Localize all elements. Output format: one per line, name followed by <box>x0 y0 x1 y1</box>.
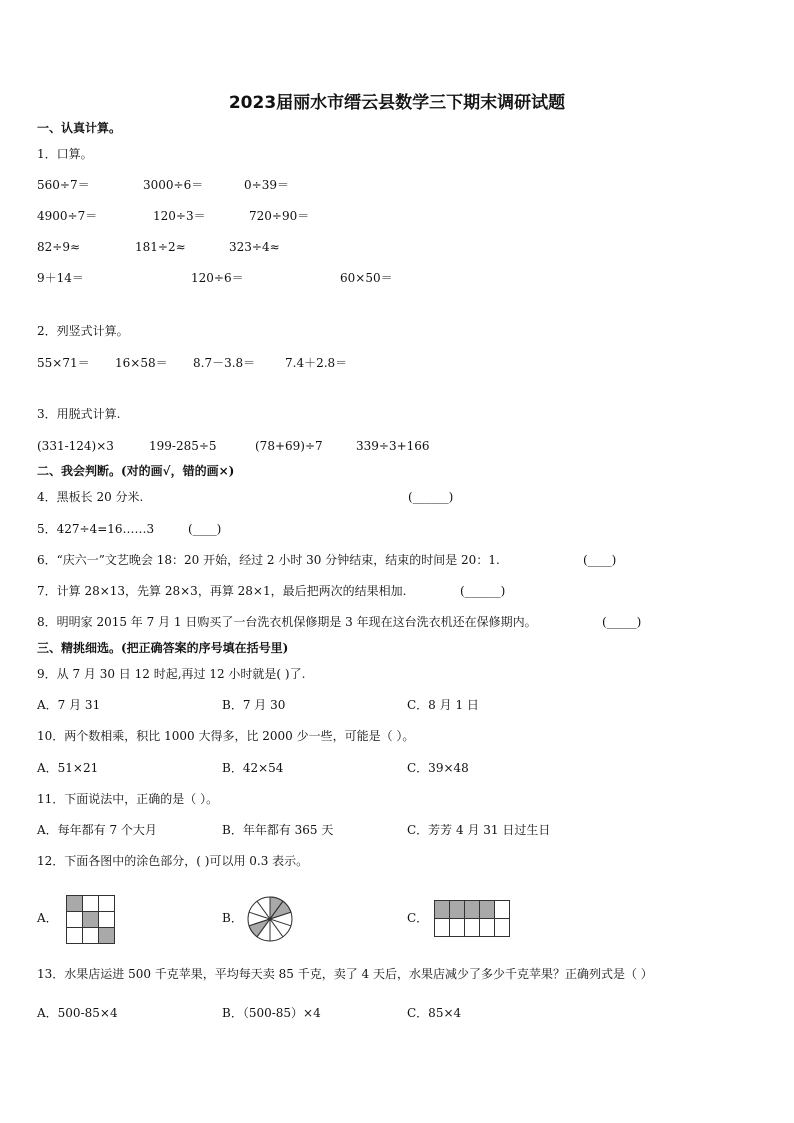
calc-item: 0÷39＝ <box>244 178 289 192</box>
answer-blank[interactable]: (____) <box>188 522 222 536</box>
option-b[interactable]: B． <box>222 911 243 925</box>
section-heading: 一、认真计算。 <box>37 121 122 135</box>
option-c[interactable]: C．39×48 <box>407 761 469 775</box>
calc-item: 560÷7＝ <box>37 178 90 192</box>
judge-question: 8．明明家 2015 年 7 月 1 日购买了一台洗衣机保修期是 3 年现在这台洗衣机还在保修期内。 <box>37 615 537 629</box>
option-c[interactable]: C．8 月 1 日 <box>407 698 479 712</box>
answer-blank[interactable]: (______) <box>408 490 454 504</box>
calc-item: 9＋14＝ <box>37 271 84 285</box>
calc-item: 323÷4≈ <box>229 240 280 254</box>
judge-question: 6．“庆六一”文艺晚会 18：20 开始，经过 2 小时 30 分钟结束，结束的时间是 20：1. <box>37 553 500 567</box>
question-label: 3．用脱式计算. <box>37 407 121 421</box>
strip-figure-c <box>434 900 514 940</box>
choice-question: 10．两个数相乘，积比 1000 大得多，比 2000 少一些，可能是（ ）。 <box>37 729 415 743</box>
calc-item: 4900÷7＝ <box>37 209 98 223</box>
pie-figure-b <box>246 895 294 943</box>
calc-item: 120÷3＝ <box>153 209 206 223</box>
option-c[interactable]: C．芳芳 4 月 31 日过生日 <box>407 823 551 837</box>
option-a[interactable]: A．7 月 31 <box>37 698 101 712</box>
option-a[interactable]: A．51×21 <box>37 761 99 775</box>
option-a[interactable]: A． <box>37 911 58 925</box>
calc-item: (331-124)×3 <box>37 439 114 453</box>
calc-item: 339÷3+166 <box>356 439 430 453</box>
option-b[interactable]: B．（500-85）×4 <box>222 1006 321 1020</box>
option-b[interactable]: B．42×54 <box>222 761 284 775</box>
option-b[interactable]: B．年年都有 365 天 <box>222 823 334 837</box>
answer-blank[interactable]: (____) <box>583 553 617 567</box>
calc-item: 720÷90＝ <box>249 209 310 223</box>
option-a[interactable]: A．500-85×4 <box>37 1006 118 1020</box>
section-heading: 三、精挑细选。(把正确答案的序号填在括号里) <box>37 641 289 655</box>
option-a[interactable]: A．每年都有 7 个大月 <box>37 823 157 837</box>
page-title: 2023届丽水市缙云县数学三下期末调研试题 <box>228 93 566 113</box>
calc-item: 7.4＋2.8＝ <box>285 356 348 370</box>
section-heading: 二、我会判断。(对的画√，错的画×) <box>37 464 235 478</box>
choice-question: 13．水果店运进 500 千克苹果，平均每天卖 85 千克，卖了 4 天后，水果店减少了多少千克苹果？正确列式是（ ） <box>37 967 653 981</box>
calc-item: (78+69)÷7 <box>255 439 323 453</box>
shaded-cell <box>67 896 83 912</box>
calc-item: 60×50＝ <box>340 271 393 285</box>
calc-item: 16×58＝ <box>115 356 168 370</box>
question-label: 1．口算。 <box>37 147 93 161</box>
question-label: 2．列竖式计算。 <box>37 324 129 338</box>
shaded-cell <box>83 912 99 928</box>
calc-item: 82÷9≈ <box>37 240 81 254</box>
answer-blank[interactable]: (_____) <box>602 615 642 629</box>
calc-item: 199-285÷5 <box>149 439 217 453</box>
option-c[interactable]: C． <box>407 911 429 925</box>
judge-question: 4．黑板长 20 分米. <box>37 490 144 504</box>
shaded-cell <box>99 928 115 944</box>
grid-figure-a <box>66 895 118 945</box>
choice-question: 12．下面各图中的涂色部分，( )可以用 0.3 表示。 <box>37 854 309 868</box>
calc-item: 120÷6＝ <box>191 271 244 285</box>
calc-item: 3000÷6＝ <box>143 178 204 192</box>
calc-item: 55×71＝ <box>37 356 90 370</box>
judge-question: 5．427÷4=16……3 <box>37 522 155 536</box>
calc-item: 8.7－3.8＝ <box>193 356 256 370</box>
choice-question: 9．从 7 月 30 日 12 时起,再过 12 小时就是( )了. <box>37 667 306 681</box>
calc-item: 181÷2≈ <box>135 240 186 254</box>
judge-question: 7．计算 28×13，先算 28×3，再算 28×1，最后把两次的结果相加. <box>37 584 407 598</box>
answer-blank[interactable]: (______) <box>460 584 506 598</box>
option-b[interactable]: B．7 月 30 <box>222 698 286 712</box>
choice-question: 11．下面说法中，正确的是（ ）。 <box>37 792 219 806</box>
option-c[interactable]: C．85×4 <box>407 1006 462 1020</box>
